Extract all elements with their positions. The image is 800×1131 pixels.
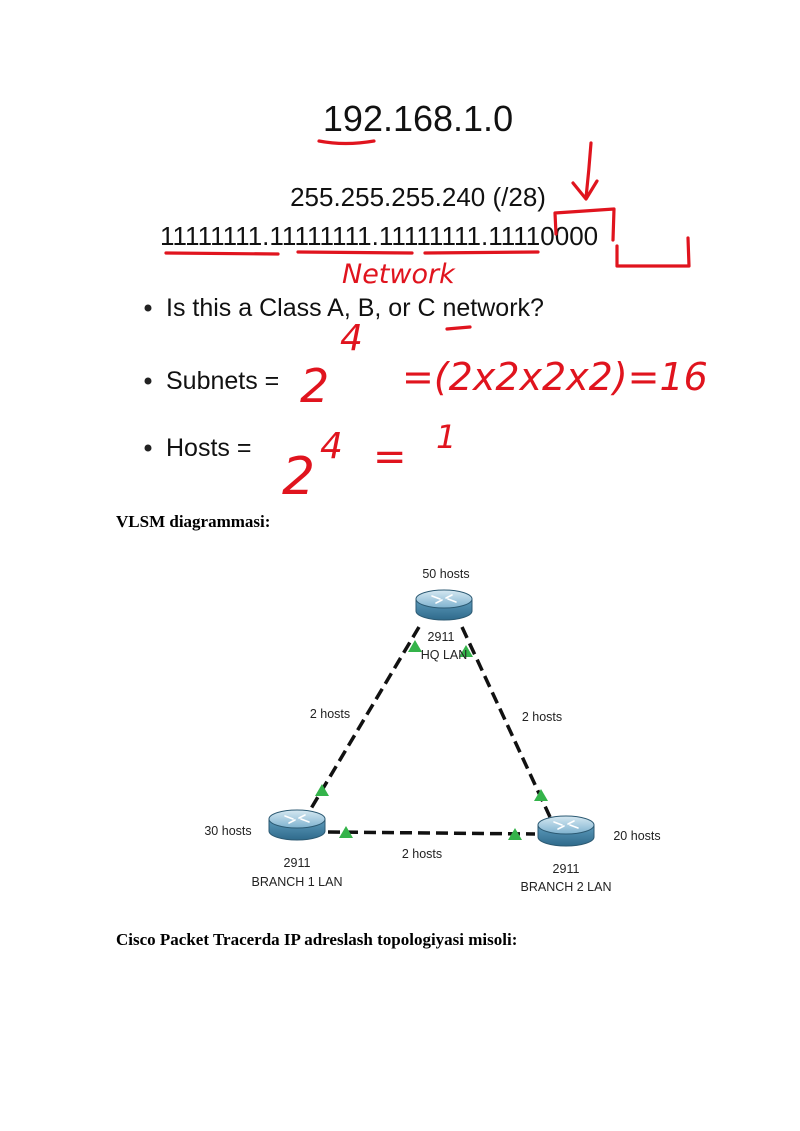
router-lan-label: BRANCH 1 LAN	[251, 875, 343, 889]
router-hosts-label: 50 hosts	[422, 567, 470, 581]
router-lan-label: HQ LAN	[420, 648, 468, 662]
bullet-class-question: Is this a Class A, B, or C network?	[166, 294, 544, 322]
binary-octet-4-network: 1111	[488, 221, 541, 251]
binary-dot: .	[262, 221, 270, 251]
link-branch1-branch2[interactable]	[328, 832, 535, 834]
bullet-icon	[145, 305, 152, 312]
bullet-icon	[145, 445, 152, 452]
router-hosts-label: 20 hosts	[613, 829, 661, 843]
router-icon	[269, 810, 325, 840]
binary-octet-4-host: 0000	[540, 221, 599, 251]
link-hosts-label: 2 hosts	[521, 710, 563, 724]
link-hosts-label: 2 hosts	[401, 847, 443, 861]
cisco-caption: Cisco Packet Tracerda IP adreslash topologiyasi misoli:	[116, 930, 518, 949]
link-up-indicator-icon	[315, 784, 329, 796]
octet-underline-mark	[298, 252, 412, 253]
handwritten-hosts-exponent: 4	[320, 426, 343, 467]
octet-underline-mark	[425, 252, 538, 253]
binary-dot: .	[371, 221, 379, 251]
subnetting-slide	[0, 0, 800, 500]
binary-octet-2: 11111111	[269, 221, 372, 251]
router-model-label: 2911	[552, 862, 580, 876]
router-hq[interactable]	[416, 567, 472, 662]
link-up-indicator-icon	[534, 789, 548, 801]
router-branch-1[interactable]	[204, 810, 342, 889]
subnet-mask: 255.255.255.240 (/28)	[290, 182, 546, 212]
octet-underline-mark	[166, 253, 278, 254]
router-model-label: 2911	[427, 630, 455, 644]
bullet-icon	[145, 378, 152, 385]
router-hosts-label: 30 hosts	[204, 824, 252, 838]
binary-octet-3: 11111111	[378, 221, 481, 251]
vlsm-topology-diagram	[190, 555, 680, 900]
bullet-hosts: Hosts =	[166, 434, 252, 462]
handwritten-network: Network	[342, 259, 455, 290]
handwritten-subnets-base: 2	[300, 359, 330, 413]
link-hosts-label: 2 hosts	[309, 707, 351, 721]
bullet-subnets: Subnets =	[166, 367, 280, 395]
router-icon	[538, 816, 594, 846]
c-underline-mark	[447, 327, 470, 329]
binary-mask	[160, 221, 598, 251]
ip-address: 192.168.1.0	[322, 98, 514, 139]
binary-octet-1: 11111111	[160, 221, 263, 251]
host-bracket-mark	[617, 238, 689, 266]
handwritten-hosts-equals: =	[373, 434, 407, 480]
router-icon	[416, 590, 472, 620]
binary-dot: .	[480, 221, 489, 251]
handwritten-subnets-expression: =(2x2x2x2)=16	[402, 355, 708, 399]
router-lan-label: BRANCH 2 LAN	[520, 880, 612, 894]
handwritten-hosts-base: 2	[282, 447, 316, 500]
vlsm-caption: VLSM diagrammasi:	[116, 512, 271, 531]
ip-underline-mark	[319, 141, 374, 144]
router-branch-2[interactable]	[521, 816, 661, 894]
arrow-down-icon	[573, 143, 597, 199]
handwritten-hosts-value: 1	[436, 418, 457, 456]
router-model-label: 2911	[283, 856, 311, 870]
handwritten-subnets-exponent: 4	[340, 318, 363, 359]
